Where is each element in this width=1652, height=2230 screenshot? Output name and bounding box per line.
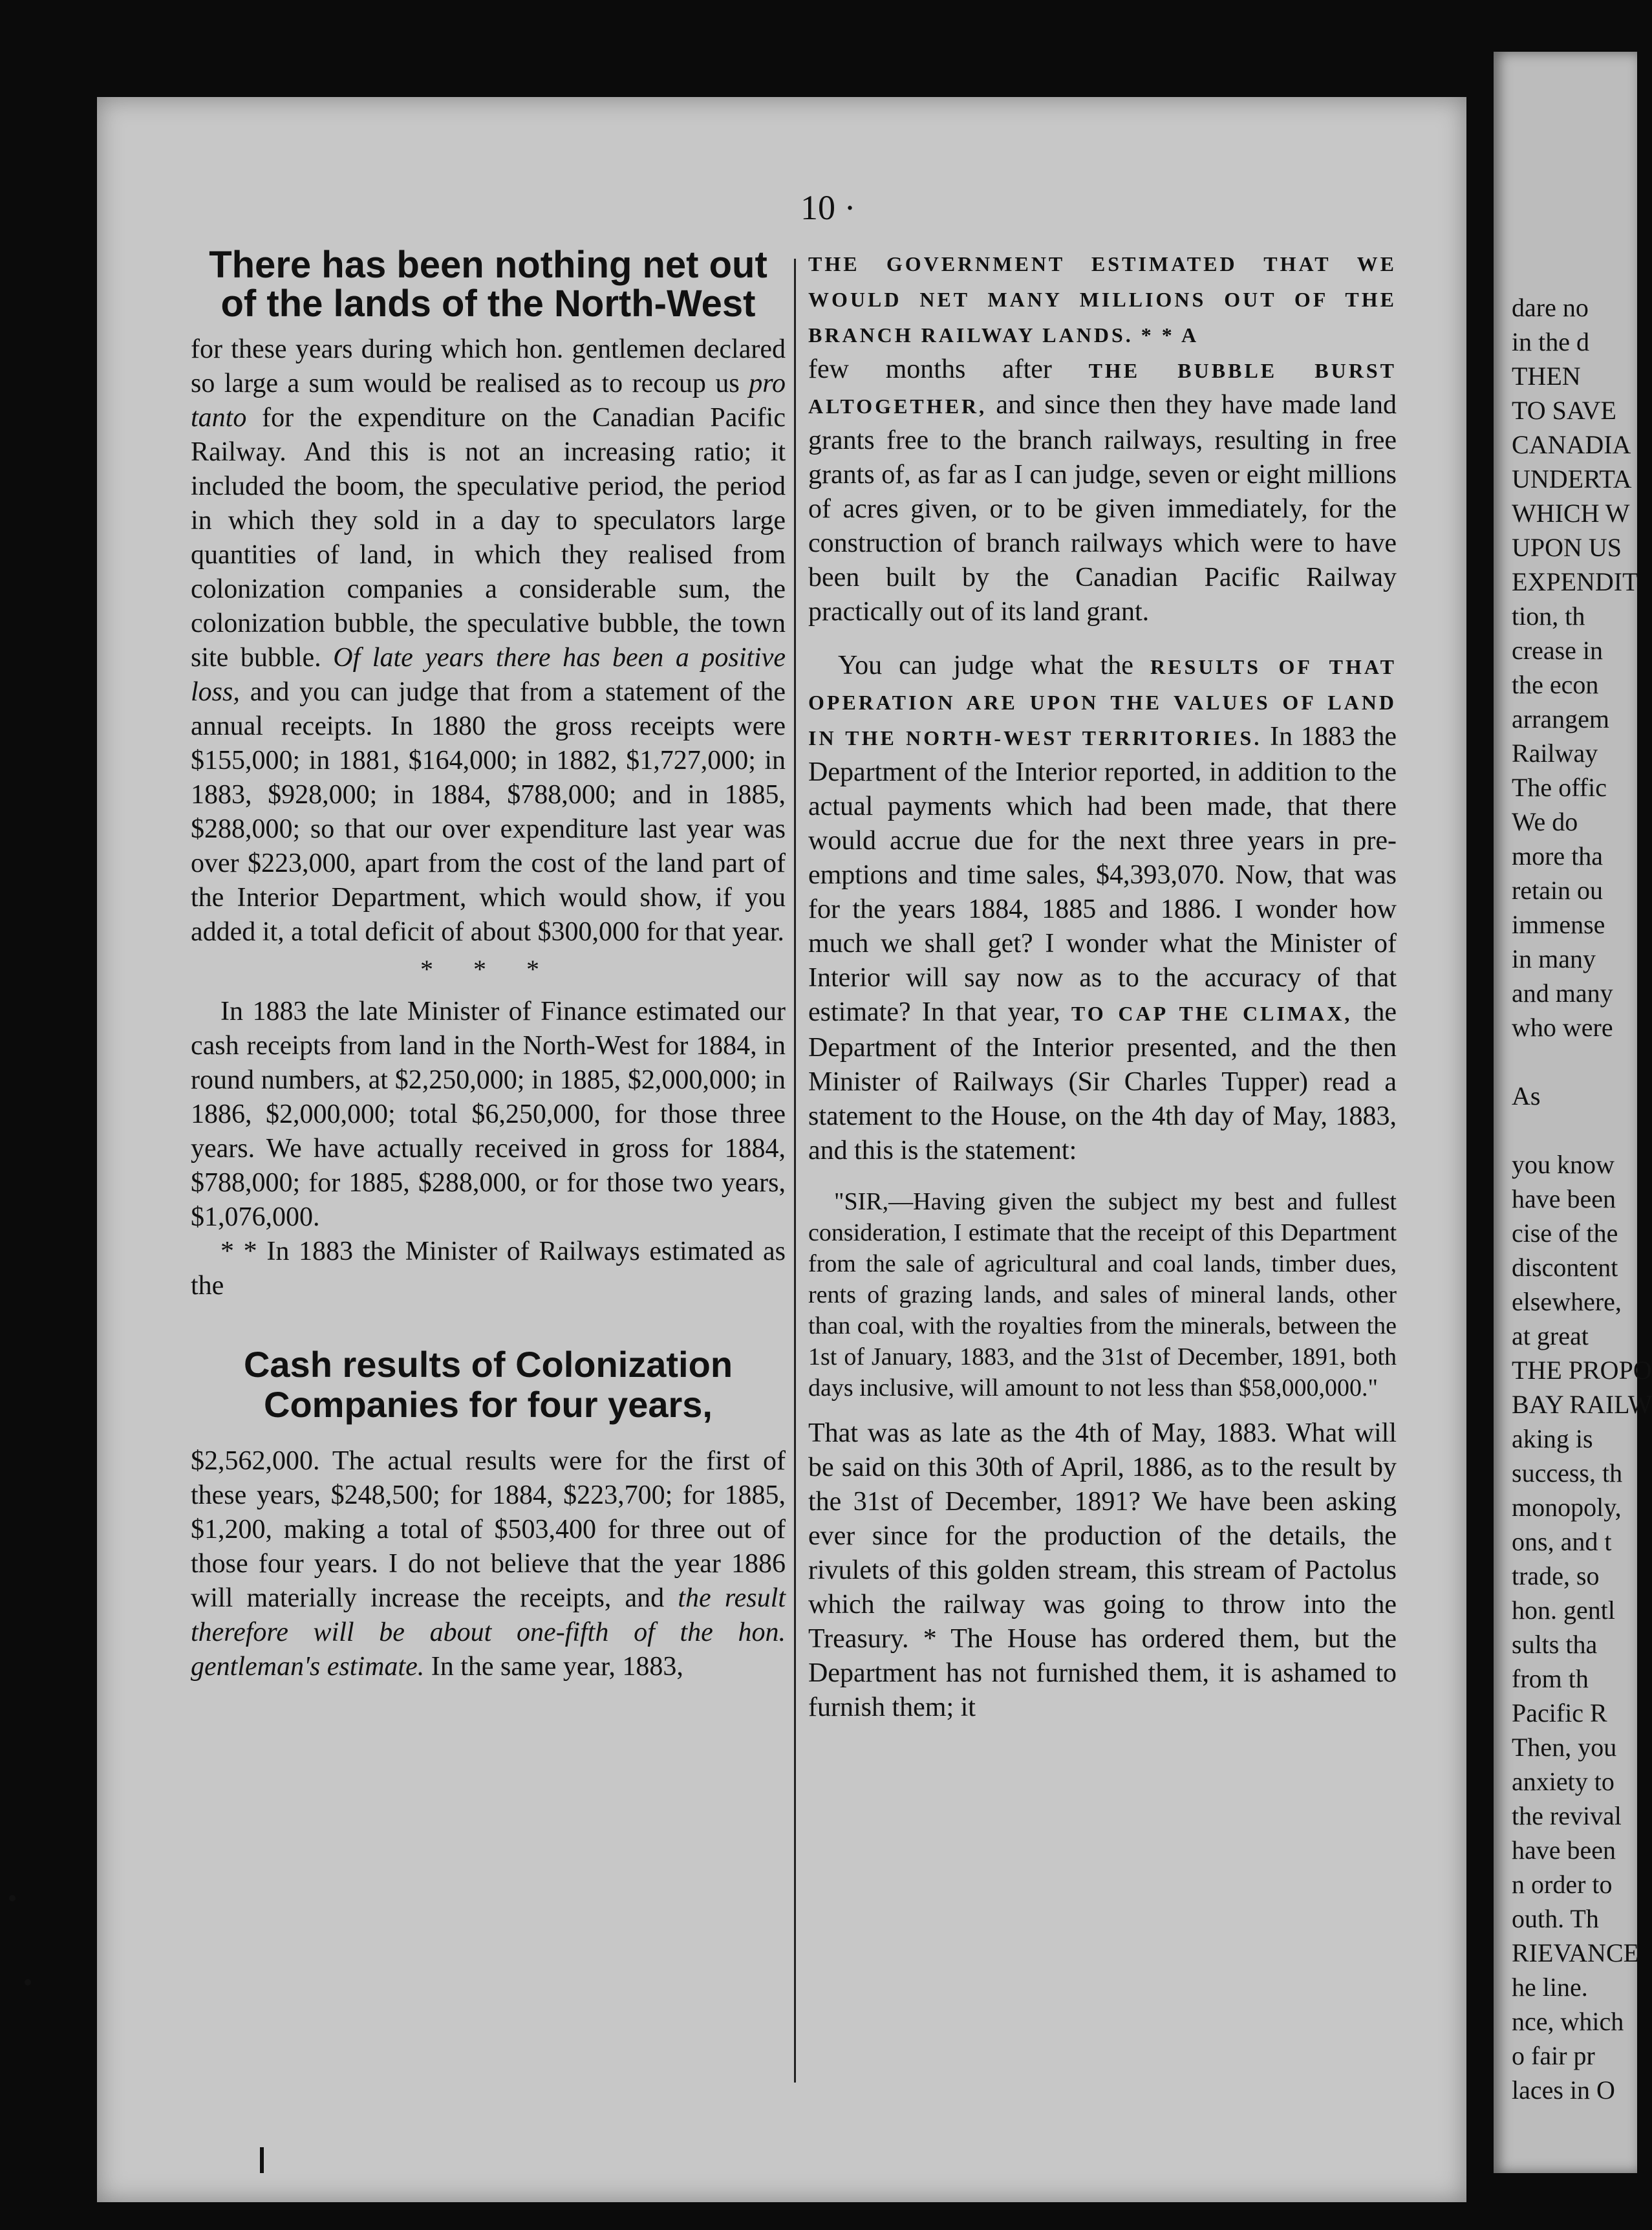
adjacent-page-fragment: Pacific R: [1512, 1698, 1607, 1727]
paragraph-text: and you can judge that from a statement of the annual receipts. In 1880 the gross receipts were $155,000; in 1881, $164,000; in 1882, $1,727,000; in 1883, $928,000; in 1884, $788,000; and in 1885, $288,000; so that our over expenditure last year was over $223,000, apart from the cost of the land part of the Interior Department, which would show, if you added it, a total deficit of about $300,000 for that year.: [191, 677, 786, 947]
paragraph: That was as late as the 4th of May, 1883. What will be said on this 30th of April, 1886, as to the result by the 31st of December, 1891? We have been asking ever since for the production of the details, the rivulets of this golden stream, this stream of Pactolus which the railway was going to throw into the Treasury. * The House has ordered them, but the Department has not furnished them, it is ashamed to furnish them; it: [808, 1418, 1397, 1722]
adjacent-page-fragment: BAY RAILW: [1512, 1390, 1652, 1419]
adjacent-page-fragment: We do: [1512, 807, 1578, 836]
adjacent-page-fragment: from th: [1512, 1664, 1589, 1693]
adjacent-page-fragment: success, th: [1512, 1458, 1623, 1488]
adjacent-page-fragment: laces in O: [1512, 2075, 1615, 2105]
adjacent-page-fragment: immense: [1512, 910, 1605, 939]
section-heading: Cash results of Colonization Companies for four years,: [243, 1344, 733, 1425]
adjacent-page-fragment: As: [1512, 1081, 1541, 1110]
paragraph-text: for these years during which hon. gentlemen declared so large a sum would be realised as to recoup us: [191, 334, 786, 398]
section-heading: There has been nothing net out of the lands of the North-West: [209, 244, 767, 325]
adjacent-page-fragment: and many: [1512, 979, 1613, 1008]
adjacent-page-fragment: o fair pr: [1512, 2041, 1595, 2070]
adjacent-page-fragment: n order to: [1512, 1870, 1613, 1899]
adjacent-page-fragment: hon. gentl: [1512, 1596, 1615, 1625]
caps-text: TO CAP THE CLIMAX,: [1071, 1002, 1353, 1025]
adjacent-page-fragment: THE PROPO: [1512, 1356, 1652, 1385]
paragraph-text: and since then they have made land grants free to the branch railways, resulting in free grants of, as far as I can judge, seven or eight millions of acres given, or to be given immediately, for the construction of branch railways which were to have been built by the Canadian Pacific Railway practically out of its land grant.: [808, 390, 1397, 627]
adjacent-page-fragment: the econ: [1512, 670, 1599, 699]
page-number: 10 ·: [800, 188, 856, 227]
adjacent-page-fragment: ons, and t: [1512, 1527, 1612, 1556]
adjacent-page-fragment: tion, th: [1512, 601, 1585, 631]
paragraph-text: $2,562,000. The actual results were for the first of these years, $248,500; for 1884, $223,700; for 1885, $1,200, making a total of $503,400 for three out of those four years. I do not believe that the year 1886 will materially increase the receipts, and: [191, 1446, 786, 1613]
adjacent-page-fragment: monopoly,: [1512, 1493, 1622, 1522]
paragraph: [808, 246, 1397, 629]
caps-text: RESULTS OF THAT OPERATION ARE UPON THE VALUES OF LAND IN THE NORTH-WEST TERRITORIES.: [808, 655, 1397, 750]
scan-mark: [260, 2147, 264, 2173]
adjacent-page-fragment: WHICH W: [1512, 499, 1630, 528]
section-break: * * *: [420, 955, 556, 984]
adjacent-page-fragment: Then, you: [1512, 1733, 1617, 1762]
adjacent-page-fragment: outh. Th: [1512, 1904, 1599, 1933]
adjacent-page-fragment: discontent: [1512, 1253, 1618, 1282]
left-column: [191, 246, 786, 1684]
adjacent-page-fragment: at great: [1512, 1321, 1589, 1350]
block-quote: "SIR,—Having given the subject my best and fullest consideration, I estimate that the receipt of this Department from the sale of agricultural and coal lands, timber dues, rents of grazing lands, and sales of mineral lands, other than coal, with the royalties from the minerals, between the 1st of January, 1883, and the 31st of December, 1891, both days inclusive, will amount to not less than $58,000,000.": [808, 1188, 1397, 1402]
adjacent-page-fragment: UPON US: [1512, 533, 1622, 562]
adjacent-page-fragment: The offic: [1512, 773, 1607, 802]
emphasis-text: the result therefore will be about one-fifth of the hon. gentleman's estimate.: [191, 1583, 786, 1682]
paragraph: In 1883 the late Minister of Finance estimated our cash receipts from land in the North-West for 1884, in round numbers, at $2,250,000; in 1885, $2,000,000; in 1886, $2,000,000; total $6,250,000, for those three years. We have actually received in gross for 1884, $788,000; for 1885, $288,000, or for those two years, $1,076,000.: [191, 997, 786, 1232]
adjacent-page-fragment: trade, so: [1512, 1561, 1600, 1590]
caps-text: THE GOVERNMENT ESTIMATED THAT WE WOULD NET MANY MILLIONS OUT OF THE BRANCH RAILWAY LANDS. * * A: [808, 252, 1397, 347]
adjacent-page-fragment: aking is: [1512, 1424, 1593, 1453]
scan-mark: [9, 1895, 16, 1901]
adjacent-page-edge: [1494, 52, 1652, 2173]
adjacent-page-fragment: TO SAVE: [1512, 396, 1616, 425]
adjacent-page-fragment: retain ou: [1512, 876, 1604, 905]
paragraph: [808, 649, 1397, 1168]
adjacent-page-fragment: Railway: [1512, 739, 1598, 768]
emphasis-text: Of late years there has been a positive loss,: [191, 643, 786, 707]
adjacent-page-fragment: have been: [1512, 1835, 1616, 1865]
paragraph-text: You can judge what the: [838, 651, 1150, 680]
adjacent-page-fragment: he line.: [1512, 1973, 1588, 2002]
adjacent-page-fragment: in many: [1512, 944, 1596, 973]
adjacent-page-fragment: you know: [1512, 1150, 1614, 1179]
adjacent-page-fragment: more tha: [1512, 841, 1604, 871]
adjacent-page-fragment: dare no: [1512, 293, 1589, 322]
adjacent-page-fragment: EXPENDIT: [1512, 567, 1638, 596]
adjacent-page-fragment: nce, which: [1512, 2007, 1624, 2036]
adjacent-page-fragment: the revival: [1512, 1801, 1622, 1830]
caps-text: THE BUBBLE BURST ALTOGETHER,: [808, 359, 1397, 418]
paragraph-text: few months after: [808, 354, 1089, 384]
column-divider: [794, 259, 796, 2083]
adjacent-page-fragment: crease in: [1512, 636, 1604, 665]
adjacent-page-fragment: CANADIA: [1512, 430, 1631, 459]
paragraph-text: In the same year, 1883,: [424, 1652, 683, 1682]
adjacent-page-fragment: have been: [1512, 1184, 1616, 1213]
adjacent-page-fragment: anxiety to: [1512, 1767, 1614, 1796]
right-column: [808, 246, 1397, 1725]
adjacent-page-fragment: arrangem: [1512, 704, 1610, 733]
adjacent-page-fragment: cise of the: [1512, 1218, 1618, 1248]
latin-phrase: pro tanto: [191, 369, 786, 433]
adjacent-page-fragment: who were: [1512, 1013, 1613, 1042]
paragraph-text: the Department of the Interior presented, and the then Minister of Railways (Sir Charles Tupper) read a statement to the House, on the 4th day of May, 1883, and this is the statement:: [808, 997, 1397, 1165]
paragraph: * * In 1883 the Minister of Railways estimated as the: [191, 1237, 786, 1301]
paragraph: [191, 1444, 786, 1684]
adjacent-page-fragment: UNDERTA: [1512, 464, 1632, 493]
adjacent-page-fragment: RIEVANCE: [1512, 1938, 1640, 1967]
adjacent-page-fragment: in the d: [1512, 327, 1589, 356]
adjacent-page-fragment: THEN: [1512, 362, 1581, 391]
adjacent-page-fragment: elsewhere,: [1512, 1287, 1622, 1316]
paragraph: [191, 332, 786, 949]
paragraph-text: for the expenditure on the Canadian Pacific Railway. And this is not an increasing ratio; it included the boom, the speculative period, the period in which they sold in a day to speculators large quantities of land, in which they realised from colonization companies a considerable sum, the colonization bubble, the speculative bubble, the town site bubble.: [191, 403, 786, 673]
adjacent-page-fragment: sults tha: [1512, 1630, 1598, 1659]
scan-mark: [25, 1979, 31, 1986]
paragraph-text: In 1883 the Department of the Interior reported, in addition to the actual payments which had been made, that there would accrue due for the next three years in pre-emptions and time sales, $4,393,070. Now, that was for the years 1884, 1885 and 1886. I wonder how much we shall get? I wonder what the Minister of Interior will say now as to the accuracy of that estimate? In that year,: [808, 722, 1397, 1027]
